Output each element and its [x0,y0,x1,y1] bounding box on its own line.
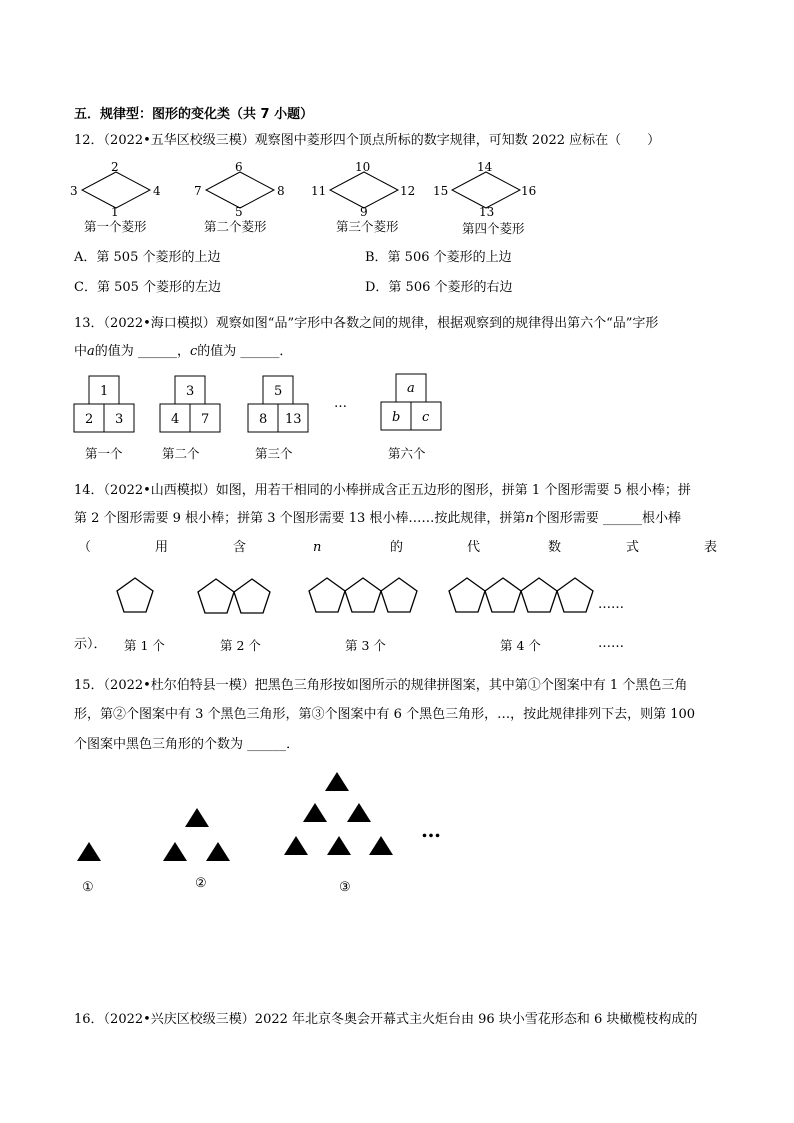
q14-label-3: 第 3 个 [345,638,386,653]
pin-3-br: 13 [285,412,302,427]
rhombus-2-right: 8 [277,184,285,198]
q15-stem-line2: 形，第②个图案中有 3 个黑色三角形，第③个图案中有 6 个黑色三角形，…，按此规律排列下去，则第 100 [74,707,696,722]
pin-1-bl: 2 [85,412,94,427]
q13-text-mid2: 的值为 [197,344,237,359]
q12-stem: 12．（2022•五华区校级三模）观察图中菱形四个顶点所标的数字规律，可知数 2022 应标在（ ） [74,133,661,148]
rhombus-2-top: 6 [235,160,243,174]
q16-stem-line1: 16．（2022•兴庆区校级三模）2022 年北京冬奥会开幕式主火炬台由 96 块小雪花形态和 6 块橄榄枝构成的 [74,1012,698,1027]
pin-3-bl: 8 [259,412,268,427]
q14-dots-bottom: …… [598,636,624,651]
rhombus-3-bottom: 9 [360,205,368,219]
rhombus-4-right: 16 [521,184,537,198]
q13-text-mid: 的值为 [94,344,134,359]
pin-1-label: 第一个 [85,446,123,461]
triangle-p3-5 [327,836,351,855]
rhombus-4-top: 14 [477,160,493,174]
q13-stem-line1: 13．（2022•海口模拟）观察如图“品”字形中各数之间的规律，根据观察到的规律得出第六个“品”字形 [74,316,659,331]
q14-line3-c2: 用 [155,540,169,555]
q14-var-n: n [525,511,534,526]
rhombus-3-right: 12 [400,184,416,198]
rhombus-2-bottom: 5 [235,205,243,219]
rhombus-2-label: 第二个菱形 [204,219,267,234]
q14-text-end: 根小棒 [641,511,681,526]
q12-option-b[interactable]: B．第 506 个菱形的上边 [365,250,512,265]
triangle-p2-3 [206,842,230,861]
triangle-p3-2 [303,803,327,822]
q15-label-3: ③ [339,880,351,895]
q14-line3-c9: 表 [704,540,718,555]
q14-line3-c6: 代 [467,540,481,555]
q14-text-post: 个图形需要 [533,511,599,526]
q12-option-c[interactable]: C．第 505 个菱形的左边 [74,280,222,295]
q13-var-c: c [189,344,198,359]
pin-6-bl: b [392,410,401,425]
pin-6-label: 第六个 [388,446,426,461]
q14-dots-top: …… [598,597,624,612]
rhombus-1-bottom: 1 [111,205,119,219]
rhombus-1-top: 2 [111,160,119,174]
pin-2-bl: 4 [171,412,180,427]
rhombus-4-bottom: 13 [479,205,495,219]
q14-text-pre: 第 2 个图形需要 9 根小棒；拼第 3 个图形需要 13 根小棒……按此规律，拼第 [74,511,526,526]
q13-var-a: a [87,344,95,359]
q15-label-1: ① [82,880,94,895]
q13-blank-c[interactable]: ______ [240,344,280,359]
q14-label-4: 第 4 个 [500,638,541,653]
triangle-p1-1 [77,842,101,861]
q13-blank-a[interactable]: ______ [137,344,177,359]
triangle-p3-4 [284,836,308,855]
q15-period: ． [286,737,300,752]
q14-line3-c5: 的 [390,540,404,555]
triangle-p2-2 [163,842,187,861]
q14-line3-c4: n [313,540,322,555]
pin-3-label: 第三个 [255,446,293,461]
q13-text-pre: 中 [74,344,88,359]
q12-option-a[interactable]: A．第 505 个菱形的上边 [74,250,221,265]
q14-line3-c1: （ [78,540,92,555]
q13-comma: ， [176,344,190,359]
pin-1-top: 1 [100,384,109,399]
triangle-p2-1 [185,808,209,827]
pin-2-label: 第二个 [162,446,200,461]
rhombus-3-label: 第三个菱形 [336,219,399,234]
q13-period: ． [279,344,293,359]
rhombus-3-top: 10 [355,160,371,174]
pin-2-br: 7 [201,412,210,427]
q14-label-1: 第 1 个 [124,638,165,653]
q12-option-d[interactable]: D．第 506 个菱形的右边 [365,280,513,295]
rhombus-1-label: 第一个菱形 [84,219,147,234]
pin-6-top: a [407,381,415,396]
q15-blank[interactable]: ______ [247,737,287,752]
rhombus-1-left: 3 [70,184,78,198]
triangle-p3-6 [369,836,393,855]
pin-2-top: 3 [186,384,195,399]
q14-blank[interactable]: ______ [602,511,642,526]
q14-label-2: 第 2 个 [220,638,261,653]
q15-text-pre: 个图案中黑色三角形的个数为 [74,737,244,752]
pin-3-top: 5 [274,384,283,399]
section-title: 五．规律型：图形的变化类（共 7 小题） [74,107,314,122]
q14-line3-c3: 含 [233,540,247,555]
rhombus-4-label: 第四个菱形 [462,221,525,236]
pin-1-br: 3 [115,412,124,427]
q15-stem-line1: 15．（2022•杜尔伯特县一模）把黑色三角形按如图所示的规律拼图案，其中第①个图案中有 1 个黑色三角 [74,678,688,693]
rhombus-1-right: 4 [153,184,161,198]
q14-stem-line4: 示）． [74,637,107,652]
rhombus-2-left: 7 [194,184,202,198]
q14-stem-line1: 14．（2022•山西模拟）如图，用若干相同的小棒拼成含正五边形的图形，拼第 1 个图形需要 5 根小棒；拼 [74,483,691,498]
q14-line3-c7: 数 [548,540,562,555]
q13-ellipsis: … [334,396,347,411]
pin-6-br: c [422,410,430,425]
triangle-p3-1 [325,772,349,791]
triangle-p3-3 [347,803,371,822]
rhombus-4-left: 15 [433,184,449,198]
rhombus-3-left: 11 [311,184,327,198]
q15-label-2: ② [195,876,207,891]
q15-dots: … [421,818,441,842]
q14-line3-c8: 式 [626,540,640,555]
